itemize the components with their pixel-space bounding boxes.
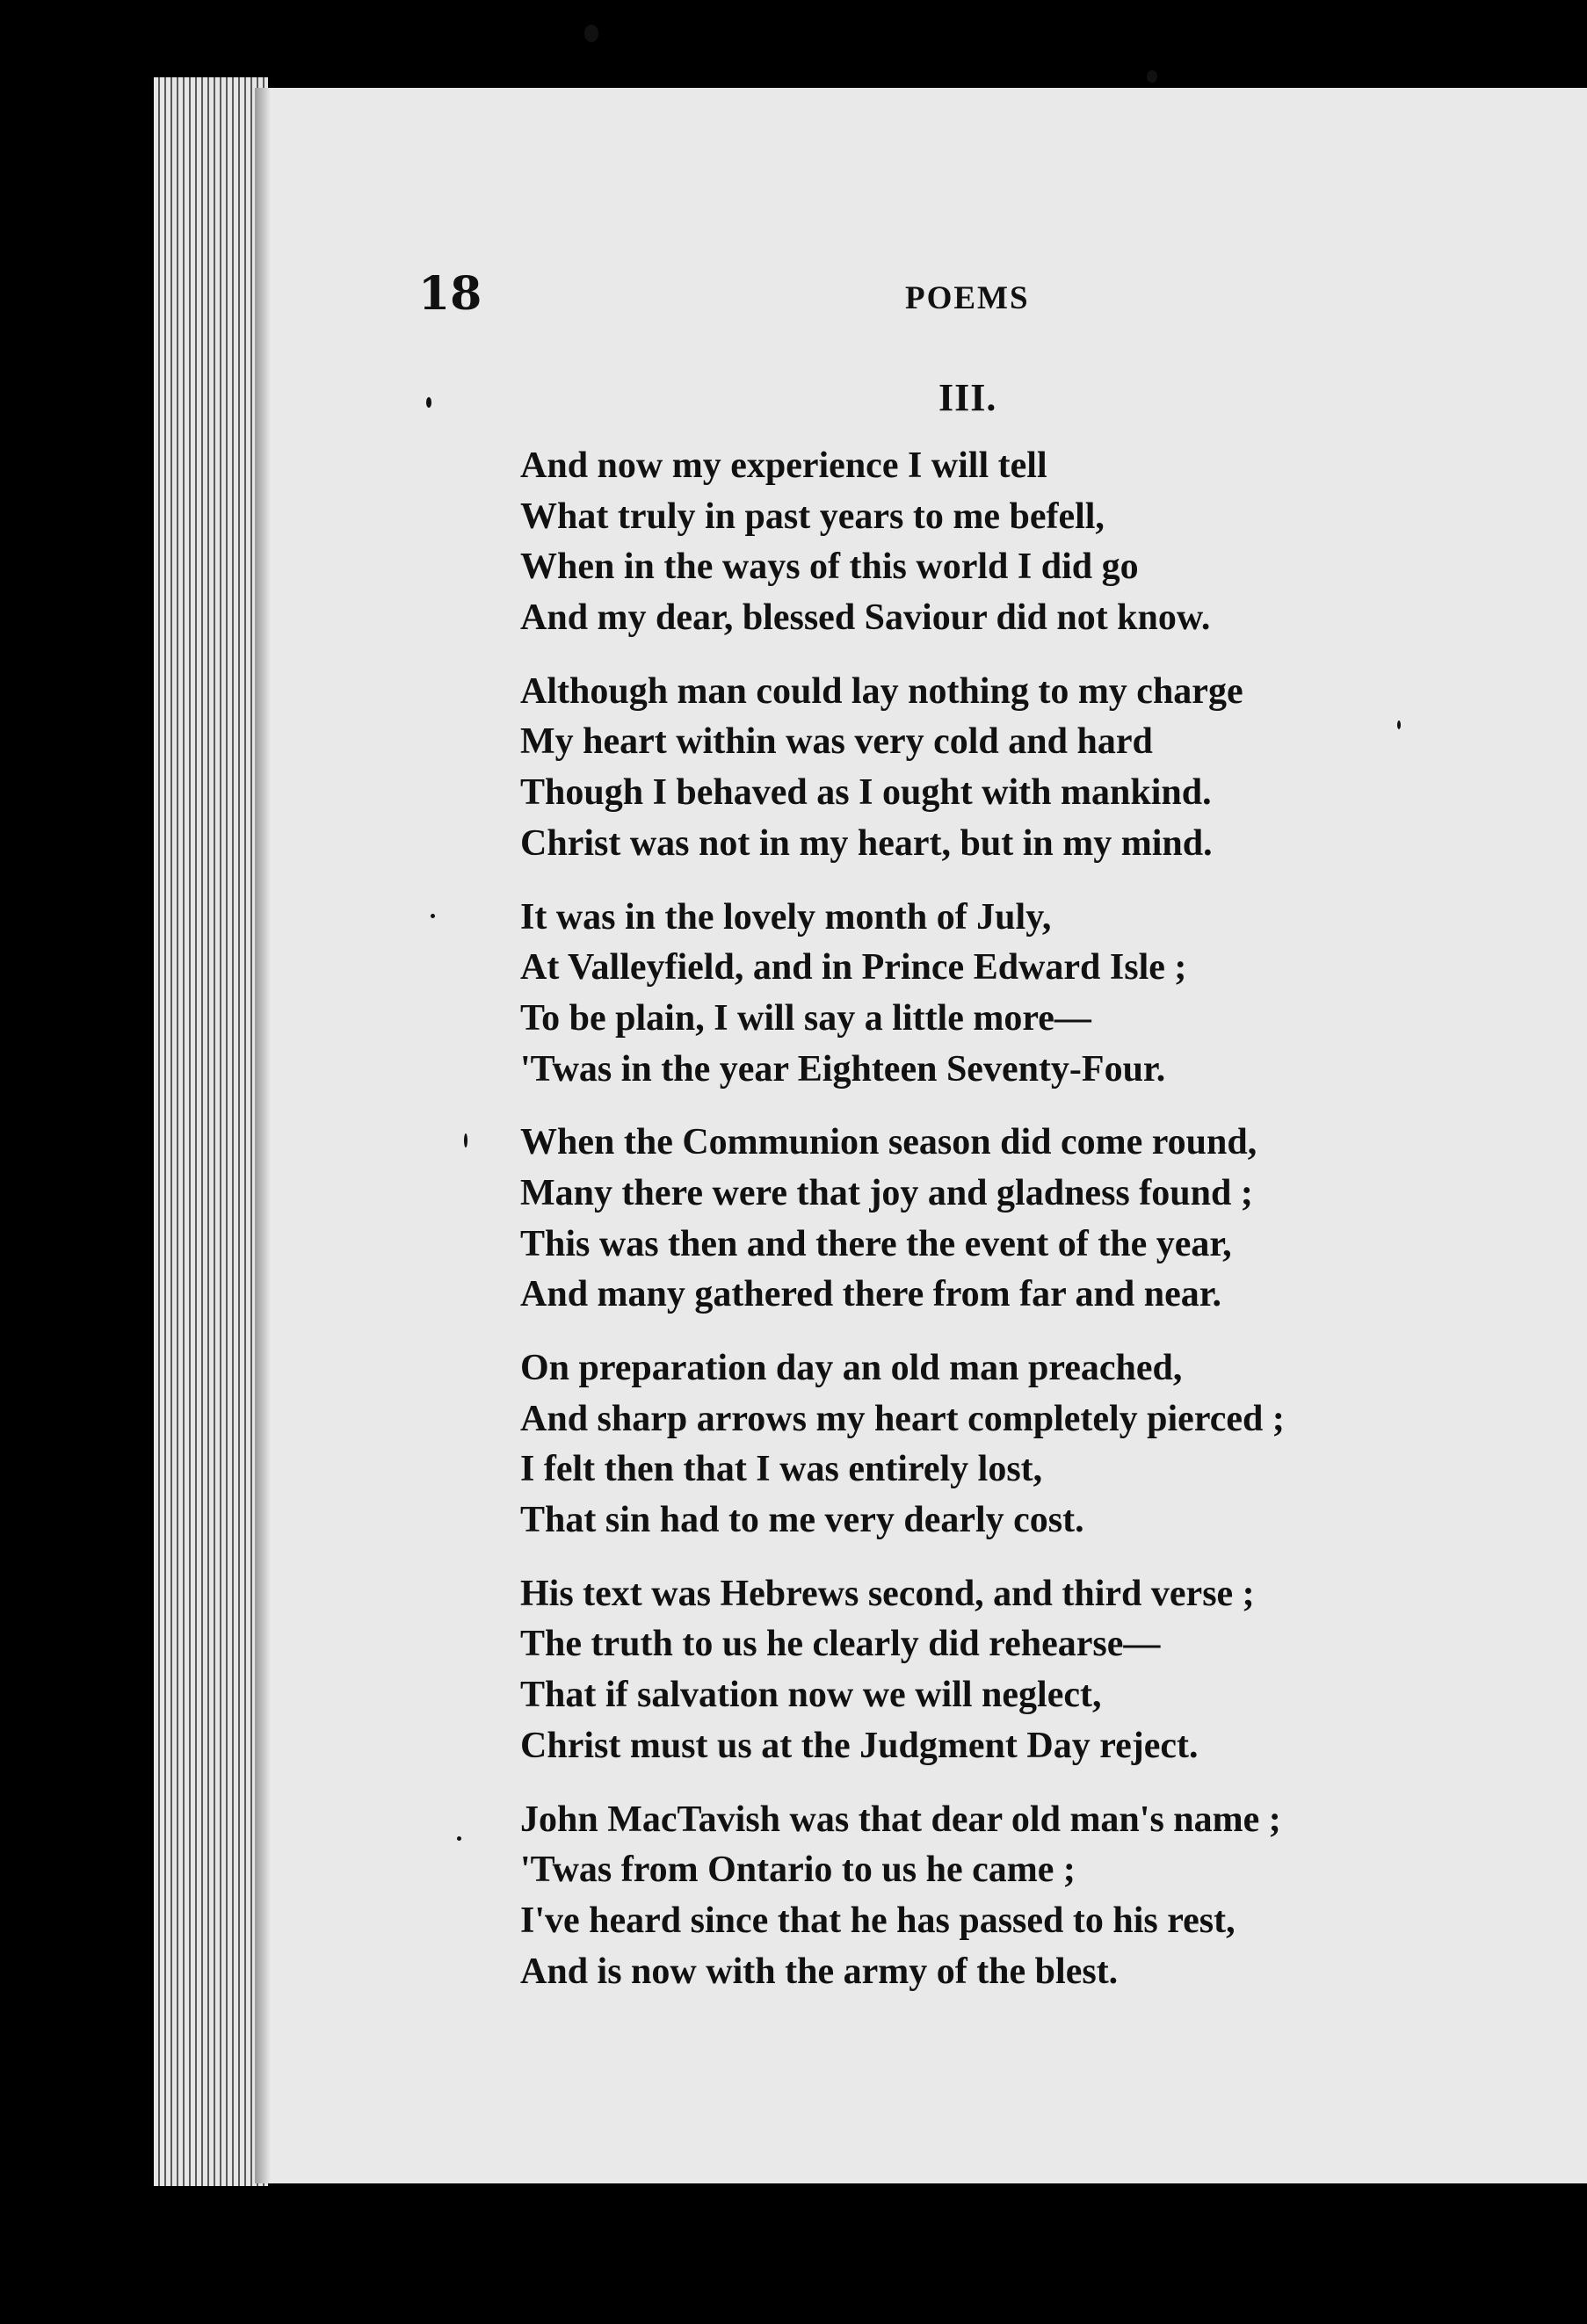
verse-line: And is now with the army of the blest. — [520, 1951, 1119, 1992]
verse-line: What truly in past years to me befell, — [520, 496, 1105, 537]
verse-line: I've heard since that he has passed to his rest, — [520, 1900, 1236, 1941]
verse-line: 'Twas from Ontario to us he came ; — [520, 1850, 1076, 1891]
scan-speck — [426, 397, 431, 408]
verse-line: Many there were that joy and gladness found ; — [520, 1172, 1253, 1213]
stanza — [520, 1118, 1496, 1321]
verse-line: John MacTavish was that dear old man's name ; — [520, 1799, 1281, 1840]
scan-speck — [1147, 70, 1157, 83]
running-head: POEMS — [905, 280, 1030, 316]
stacked-page-edges — [154, 77, 268, 2186]
verse-line: That sin had to me very dearly cost. — [520, 1500, 1084, 1541]
verse-line: 'Twas in the year Eighteen Seventy-Four. — [520, 1048, 1166, 1090]
page-number: 18 — [418, 267, 482, 321]
verse-line: My heart within was very cold and hard — [520, 721, 1153, 763]
stanza — [520, 893, 1496, 1096]
scan-speck — [464, 1133, 467, 1148]
verse-line: And my dear, blessed Saviour did not know. — [520, 597, 1211, 639]
verse-line: And many gathered there from far and near. — [520, 1274, 1221, 1315]
verse-line: When the Communion season did come round, — [520, 1122, 1257, 1163]
stanza — [520, 1569, 1496, 1772]
verse-line: When in the ways of this world I did go — [520, 547, 1139, 588]
verse-line: Christ must us at the Judgment Day reject. — [520, 1725, 1199, 1766]
stanza — [520, 667, 1496, 870]
verse-line: It was in the lovely month of July, — [520, 896, 1052, 938]
stanza — [520, 1795, 1496, 1998]
verse-line: And now my experience I will tell — [520, 445, 1047, 486]
verse-line: I felt then that I was entirely lost, — [520, 1449, 1043, 1490]
verse-line: At Valleyfield, and in Prince Edward Isle ; — [520, 947, 1187, 988]
section-heading: III. — [938, 376, 997, 419]
stanza — [520, 1343, 1496, 1546]
verse-line: On preparation day an old man preached, — [520, 1348, 1183, 1388]
verse-line: Though I behaved as I ought with mankind. — [520, 772, 1212, 814]
poem-body — [520, 441, 1496, 2020]
verse-line: Christ was not in my heart, but in my mind. — [520, 822, 1213, 864]
verse-line: The truth to us he clearly did rehearse— — [520, 1624, 1161, 1665]
verse-line: This was then and there the event of the year, — [520, 1223, 1232, 1264]
scan-speck — [431, 914, 435, 918]
verse-line: And sharp arrows my heart completely pierced ; — [520, 1398, 1285, 1439]
scan-speck — [1397, 720, 1401, 729]
verse-line: Although man could lay nothing to my charge — [520, 670, 1243, 712]
verse-line: His text was Hebrews second, and third verse ; — [520, 1573, 1255, 1614]
scan-speck — [457, 1836, 461, 1841]
verse-line: That if salvation now we will neglect, — [520, 1675, 1102, 1716]
scan-speck — [584, 25, 598, 42]
verse-line: To be plain, I will say a little more— — [520, 997, 1091, 1039]
stanza — [520, 441, 1496, 644]
page-gutter-shadow — [255, 88, 271, 2183]
